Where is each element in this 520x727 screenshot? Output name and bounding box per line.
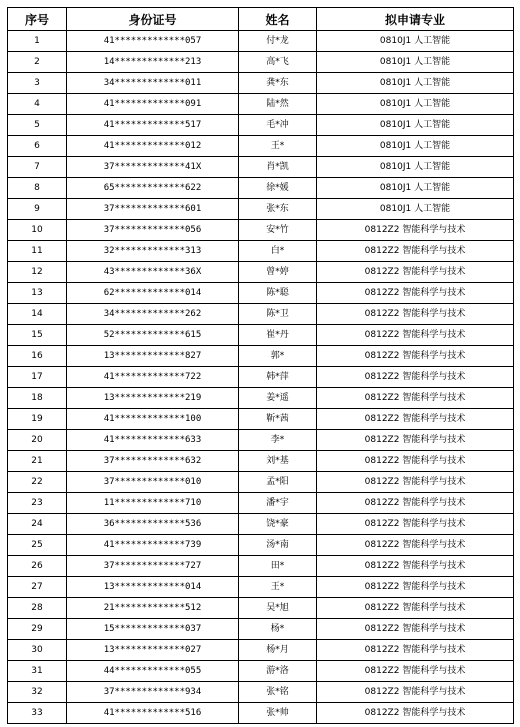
major-cell: 0812Z2 智能科学与技术	[317, 346, 514, 367]
id-number-cell: 32*************313	[67, 241, 239, 262]
major-cell: 0812Z2 智能科学与技术	[317, 409, 514, 430]
name-cell: 饶*豪	[239, 514, 317, 535]
name-cell: 曾*婷	[239, 262, 317, 283]
major-cell: 0812Z2 智能科学与技术	[317, 598, 514, 619]
serial-cell: 23	[8, 493, 67, 514]
id-number-cell: 44*************055	[67, 661, 239, 682]
table-row	[8, 472, 514, 493]
serial-cell: 15	[8, 325, 67, 346]
major-cell: 0810J1 人工智能	[317, 94, 514, 115]
name-cell: 徐*媛	[239, 178, 317, 199]
table-row	[8, 493, 514, 514]
serial-cell: 19	[8, 409, 67, 430]
id-number-cell: 62*************014	[67, 283, 239, 304]
serial-cell: 11	[8, 241, 67, 262]
serial-cell: 30	[8, 640, 67, 661]
serial-cell: 21	[8, 451, 67, 472]
major-cell: 0812Z2 智能科学与技术	[317, 577, 514, 598]
table-row	[8, 220, 514, 241]
header-serial-number: 序号	[8, 8, 67, 31]
table-row	[8, 262, 514, 283]
name-cell: 姜*遥	[239, 388, 317, 409]
name-cell: 王*	[239, 136, 317, 157]
id-number-cell: 34*************011	[67, 73, 239, 94]
table-row	[8, 451, 514, 472]
table-row	[8, 94, 514, 115]
major-cell: 0812Z2 智能科学与技术	[317, 703, 514, 724]
name-cell: 杨*月	[239, 640, 317, 661]
serial-cell: 24	[8, 514, 67, 535]
serial-cell: 13	[8, 283, 67, 304]
table-row	[8, 31, 514, 52]
major-cell: 0812Z2 智能科学与技术	[317, 661, 514, 682]
name-cell: 龚*东	[239, 73, 317, 94]
name-cell: 肖*凯	[239, 157, 317, 178]
name-cell: 靳*茜	[239, 409, 317, 430]
name-cell: 韩*萍	[239, 367, 317, 388]
table-row	[8, 535, 514, 556]
serial-cell: 16	[8, 346, 67, 367]
id-number-cell: 37*************056	[67, 220, 239, 241]
name-cell: 吴*旭	[239, 598, 317, 619]
table-row	[8, 115, 514, 136]
major-cell: 0812Z2 智能科学与技术	[317, 430, 514, 451]
table-row	[8, 346, 514, 367]
table-row	[8, 388, 514, 409]
table-row	[8, 409, 514, 430]
major-cell: 0810J1 人工智能	[317, 157, 514, 178]
major-cell: 0812Z2 智能科学与技术	[317, 682, 514, 703]
id-number-cell: 41*************516	[67, 703, 239, 724]
table-row	[8, 640, 514, 661]
table-row	[8, 157, 514, 178]
serial-cell: 25	[8, 535, 67, 556]
name-cell: 陆*然	[239, 94, 317, 115]
header-name: 姓名	[239, 8, 317, 31]
serial-cell: 32	[8, 682, 67, 703]
table-row	[8, 577, 514, 598]
serial-cell: 20	[8, 430, 67, 451]
major-cell: 0812Z2 智能科学与技术	[317, 535, 514, 556]
id-number-cell: 41*************739	[67, 535, 239, 556]
serial-cell: 31	[8, 661, 67, 682]
table-row	[8, 598, 514, 619]
name-cell: 张*帅	[239, 703, 317, 724]
name-cell: 白*	[239, 241, 317, 262]
major-cell: 0812Z2 智能科学与技术	[317, 241, 514, 262]
serial-cell: 29	[8, 619, 67, 640]
serial-cell: 9	[8, 199, 67, 220]
id-number-cell: 43*************36X	[67, 262, 239, 283]
table-row	[8, 430, 514, 451]
id-number-cell: 41*************100	[67, 409, 239, 430]
id-number-cell: 13*************014	[67, 577, 239, 598]
id-number-cell: 41*************517	[67, 115, 239, 136]
table-row	[8, 73, 514, 94]
serial-cell: 28	[8, 598, 67, 619]
id-number-cell: 52*************615	[67, 325, 239, 346]
table-row	[8, 703, 514, 724]
table-row	[8, 199, 514, 220]
name-cell: 毛*冲	[239, 115, 317, 136]
major-cell: 0812Z2 智能科学与技术	[317, 640, 514, 661]
id-number-cell: 13*************827	[67, 346, 239, 367]
name-cell: 张*东	[239, 199, 317, 220]
name-cell: 汤*南	[239, 535, 317, 556]
table-row	[8, 241, 514, 262]
major-cell: 0812Z2 智能科学与技术	[317, 556, 514, 577]
serial-cell: 27	[8, 577, 67, 598]
applicant-table	[7, 7, 514, 724]
major-cell: 0812Z2 智能科学与技术	[317, 262, 514, 283]
id-number-cell: 37*************727	[67, 556, 239, 577]
id-number-cell: 11*************710	[67, 493, 239, 514]
table-row	[8, 136, 514, 157]
name-cell: 陈*聪	[239, 283, 317, 304]
header-major: 拟申请专业	[317, 8, 514, 31]
major-cell: 0812Z2 智能科学与技术	[317, 514, 514, 535]
table-row	[8, 178, 514, 199]
id-number-cell: 36*************536	[67, 514, 239, 535]
document-page	[7, 7, 514, 724]
table-row	[8, 283, 514, 304]
name-cell: 杨*	[239, 619, 317, 640]
major-cell: 0812Z2 智能科学与技术	[317, 325, 514, 346]
id-number-cell: 37*************934	[67, 682, 239, 703]
name-cell: 田*	[239, 556, 317, 577]
id-number-cell: 41*************091	[67, 94, 239, 115]
name-cell: 付*龙	[239, 31, 317, 52]
table-row	[8, 514, 514, 535]
id-number-cell: 41*************012	[67, 136, 239, 157]
major-cell: 0812Z2 智能科学与技术	[317, 388, 514, 409]
table-row	[8, 52, 514, 73]
table-row	[8, 304, 514, 325]
name-cell: 潘*宇	[239, 493, 317, 514]
id-number-cell: 21*************512	[67, 598, 239, 619]
header-row	[8, 8, 514, 31]
id-number-cell: 65*************622	[67, 178, 239, 199]
major-cell: 0810J1 人工智能	[317, 115, 514, 136]
serial-cell: 7	[8, 157, 67, 178]
serial-cell: 2	[8, 52, 67, 73]
major-cell: 0812Z2 智能科学与技术	[317, 220, 514, 241]
major-cell: 0812Z2 智能科学与技术	[317, 451, 514, 472]
name-cell: 孟*阳	[239, 472, 317, 493]
table-row	[8, 682, 514, 703]
major-cell: 0812Z2 智能科学与技术	[317, 304, 514, 325]
major-cell: 0810J1 人工智能	[317, 199, 514, 220]
serial-cell: 14	[8, 304, 67, 325]
table-header	[8, 8, 514, 31]
serial-cell: 1	[8, 31, 67, 52]
id-number-cell: 15*************037	[67, 619, 239, 640]
id-number-cell: 41*************722	[67, 367, 239, 388]
major-cell: 0810J1 人工智能	[317, 178, 514, 199]
serial-cell: 10	[8, 220, 67, 241]
id-number-cell: 14*************213	[67, 52, 239, 73]
id-number-cell: 37*************010	[67, 472, 239, 493]
serial-cell: 12	[8, 262, 67, 283]
name-cell: 高*飞	[239, 52, 317, 73]
name-cell: 安*竹	[239, 220, 317, 241]
table-row	[8, 367, 514, 388]
table-body	[8, 31, 514, 724]
header-id-number: 身份证号	[67, 8, 239, 31]
name-cell: 崔*丹	[239, 325, 317, 346]
table-row	[8, 661, 514, 682]
name-cell: 李*	[239, 430, 317, 451]
serial-cell: 3	[8, 73, 67, 94]
name-cell: 游*洛	[239, 661, 317, 682]
id-number-cell: 37*************632	[67, 451, 239, 472]
id-number-cell: 37*************41X	[67, 157, 239, 178]
serial-cell: 26	[8, 556, 67, 577]
major-cell: 0812Z2 智能科学与技术	[317, 619, 514, 640]
major-cell: 0810J1 人工智能	[317, 31, 514, 52]
serial-cell: 33	[8, 703, 67, 724]
table-row	[8, 556, 514, 577]
id-number-cell: 13*************219	[67, 388, 239, 409]
serial-cell: 18	[8, 388, 67, 409]
table-row	[8, 325, 514, 346]
major-cell: 0812Z2 智能科学与技术	[317, 472, 514, 493]
name-cell: 张*铭	[239, 682, 317, 703]
major-cell: 0812Z2 智能科学与技术	[317, 493, 514, 514]
serial-cell: 5	[8, 115, 67, 136]
id-number-cell: 13*************027	[67, 640, 239, 661]
id-number-cell: 41*************057	[67, 31, 239, 52]
name-cell: 陈*卫	[239, 304, 317, 325]
name-cell: 郭*	[239, 346, 317, 367]
name-cell: 王*	[239, 577, 317, 598]
serial-cell: 6	[8, 136, 67, 157]
id-number-cell: 37*************601	[67, 199, 239, 220]
serial-cell: 22	[8, 472, 67, 493]
name-cell: 刘*基	[239, 451, 317, 472]
serial-cell: 17	[8, 367, 67, 388]
id-number-cell: 41*************633	[67, 430, 239, 451]
serial-cell: 8	[8, 178, 67, 199]
major-cell: 0812Z2 智能科学与技术	[317, 367, 514, 388]
major-cell: 0810J1 人工智能	[317, 136, 514, 157]
serial-cell: 4	[8, 94, 67, 115]
major-cell: 0810J1 人工智能	[317, 52, 514, 73]
major-cell: 0812Z2 智能科学与技术	[317, 283, 514, 304]
id-number-cell: 34*************262	[67, 304, 239, 325]
table-row	[8, 619, 514, 640]
major-cell: 0810J1 人工智能	[317, 73, 514, 94]
